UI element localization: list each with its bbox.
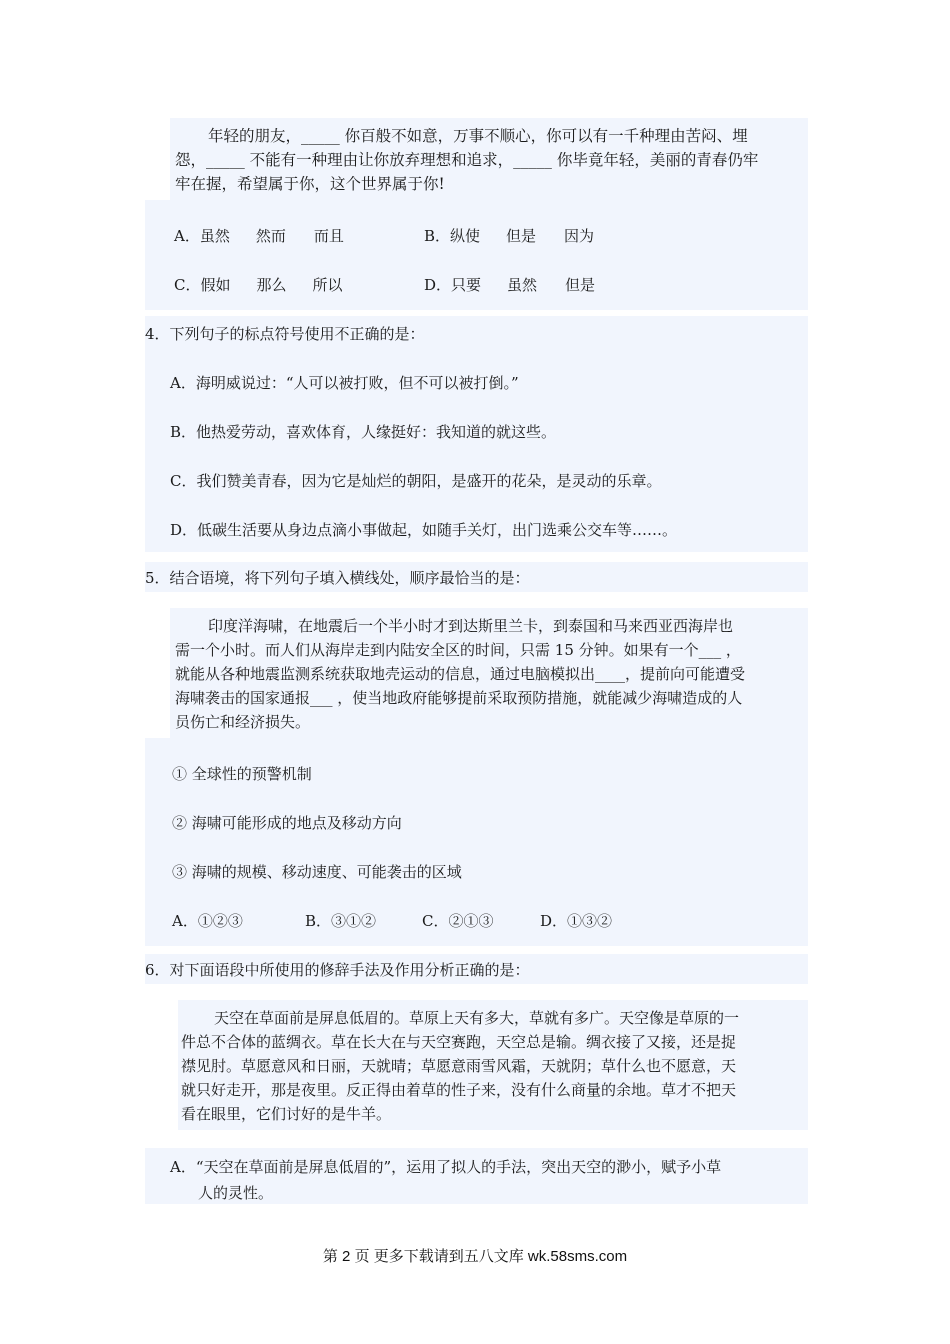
q6-passage-line: 件总不合体的蓝绸衣。草在长大在与天空赛跑，天空总是输。绸衣接了又接，还是捉 (181, 1033, 737, 1051)
option-word: A．虽然 (174, 227, 230, 245)
q5-option-c: C．②①③ (422, 912, 494, 930)
q3-option-c (174, 275, 343, 295)
option-word: C．假如 (174, 276, 231, 294)
option-word: 因为 (564, 227, 595, 245)
q3-option-b (424, 226, 594, 246)
option-word: 但是 (506, 227, 537, 245)
option-word: 但是 (565, 276, 596, 294)
passage-1-line: 年轻的朋友，_____ 你百般不如意，万事不顺心，你可以有一千种理由苦闷、埋 (208, 127, 748, 145)
q6-option-a-line: A．“天空在草面前是屏息低眉的”，运用了拟人的手法，突出天空的渺小，赋予小草 (170, 1158, 722, 1176)
option-word: B．纵使 (424, 227, 481, 245)
option-word: 那么 (256, 276, 287, 294)
q3-option-a (174, 226, 344, 246)
q5-option-d: D．①③② (540, 912, 613, 930)
q5-passage-line: 员伤亡和经济损失。 (175, 713, 311, 731)
q5-passage-line: 需一个小时。而人们从海岸走到内陆安全区的时间，只需 15 分钟。如果有一个___ ， (175, 641, 741, 659)
page-footer: 第 2 页 更多下载请到五八文库 wk.58sms.com (322, 1248, 628, 1265)
q5-passage-line: 就能从各种地震监测系统获取地壳运动的信息，通过电脑模拟出____，提前向可能遭受 (175, 665, 746, 683)
q4-option-b: B．他热爱劳动，喜欢体育，人缘挺好：我知道的就这些。 (170, 423, 557, 441)
q6-stem: 6．对下面语段中所使用的修辞手法及作用分析正确的是： (145, 961, 530, 979)
option-word: 所以 (312, 276, 343, 294)
q5-passage (175, 614, 745, 734)
q5-passage-line: 海啸袭击的国家通报___ ，使当地政府能够提前采取预防措施，就能减少海啸造成的人 (175, 689, 743, 707)
q5-item-2: ② 海啸可能形成的地点及移动方向 (172, 814, 402, 832)
q5-option-a: A．①②③ (172, 912, 243, 930)
option-word: 然而 (255, 227, 286, 245)
passage-1-line: 怨，_____ 不能有一种理由让你放弃理想和追求，_____ 你毕竟年轻，美丽的青春仍牢 (175, 151, 759, 169)
q4-option-a: A．海明威说过：“人可以被打败，但不可以被打倒。” (170, 374, 519, 392)
q6-passage (181, 1006, 739, 1126)
q6-option-a (170, 1154, 721, 1206)
q5-passage-line: 印度洋海啸，在地震后一个半小时才到达斯里兰卡，到泰国和马来西亚西海岸也 (208, 617, 734, 635)
q4-option-c: C．我们赞美青春，因为它是灿烂的朝阳，是盛开的花朵，是灵动的乐章。 (170, 472, 662, 490)
q6-passage-line: 天空在草面前是屏息低眉的。草原上天有多大，草就有多广。天空像是草原的一 (214, 1009, 740, 1027)
option-word: 而且 (313, 227, 344, 245)
q5-option-b: B．③①② (305, 912, 377, 930)
option-word: D．只要 (424, 276, 482, 294)
q5-item-1: ① 全球性的预警机制 (172, 765, 312, 783)
passage-1-line: 牢在握，希望属于你，这个世界属于你! (175, 175, 445, 193)
q6-passage-line: 看在眼里，它们讨好的是牛羊。 (181, 1105, 392, 1123)
q6-passage-line: 襟见肘。草愿意风和日丽，天就晴；草愿意雨雪风霜，天就阴；草什么也不愿意，天 (181, 1057, 737, 1075)
passage-1 (175, 124, 758, 196)
q5-item-3: ③ 海啸的规模、移动速度、可能袭击的区域 (172, 863, 462, 881)
q5-stem: 5．结合语境，将下列句子填入横线处，顺序最恰当的是： (145, 569, 530, 587)
q4-stem: 4．下列句子的标点符号使用不正确的是： (145, 325, 425, 343)
q3-option-d (424, 275, 595, 295)
option-word: 虽然 (507, 276, 538, 294)
q6-option-a-line: 人的灵性。 (198, 1184, 274, 1202)
q6-passage-line: 就只好走开，那是夜里。反正得由着草的性子来，没有什么商量的余地。草才不把天 (181, 1081, 737, 1099)
q4-option-d: D．低碳生活要从身边点滴小事做起，如随手关灯，出门选乘公交车等……。 (170, 521, 678, 539)
